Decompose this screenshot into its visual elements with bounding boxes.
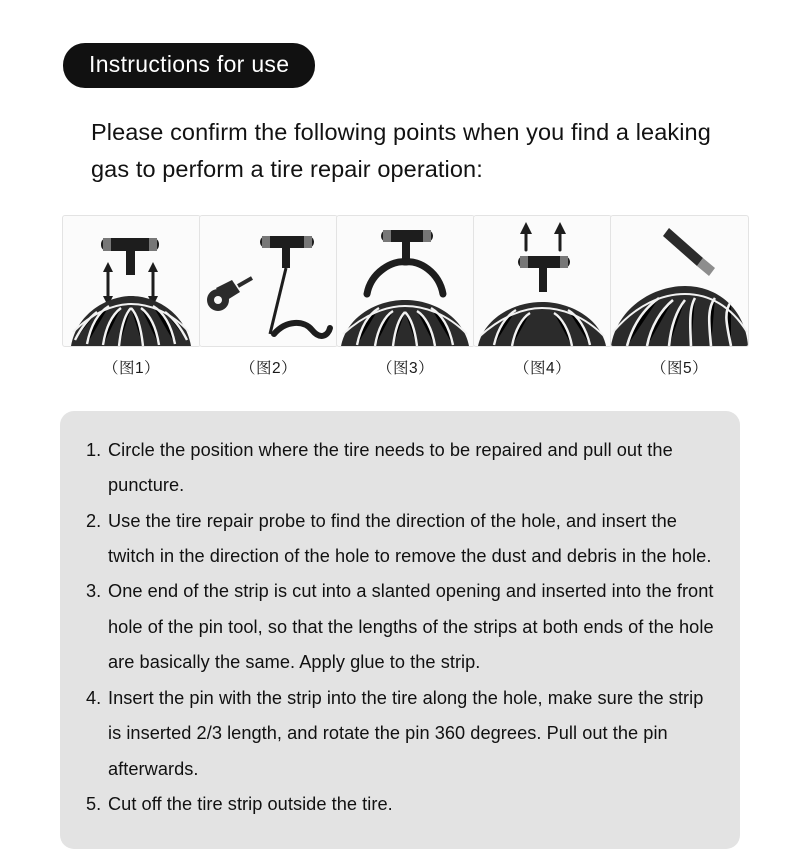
step-number: 4. [86,687,102,708]
figure-3-caption: （图3） [376,359,435,377]
figure-row [63,215,737,378]
step-item [86,681,714,787]
figure-1-caption: （图1） [102,359,161,377]
step-text: Use the tire repair probe to find the direction of the hole, and insert the twitch in the direction of the hole to remove the dust and debris in the hole. [108,510,712,566]
figure-1-image [62,215,201,347]
figure-3 [337,215,474,378]
figure-5-image [610,215,749,347]
figure-5-caption: （图5） [650,359,709,377]
step-number: 5. [86,794,102,815]
figure-5 [611,215,748,378]
figure-1 [63,215,200,378]
step-text: Cut off the tire strip outside the tire. [108,794,393,815]
step-item [86,574,714,680]
step-item [86,787,714,822]
step-number: 3. [86,581,102,602]
step-text: Insert the pin with the strip into the tire along the hole, make sure the strip is inserted 2/3 length, and rotate the pin 360 degrees. Pull out the pin afterwards. [108,687,704,779]
figure-2 [200,215,337,378]
figure-2-image [199,215,338,347]
step-text: One end of the strip is cut into a slanted opening and inserted into the front hole of the pin tool, so that the lengths of the strips at both ends of the hole are basically the same. Apply glue to the strip. [108,581,714,673]
intro-paragraph: Please confirm the following points when you find a leaking gas to perform a tire repair operation: [91,119,711,183]
figure-4 [474,215,611,378]
figure-4-caption: （图4） [513,359,572,377]
step-item [86,433,714,504]
step-text: Circle the position where the tire needs to be repaired and pull out the puncture. [108,439,673,496]
page-title-badge: Instructions for use [63,43,315,88]
steps-panel [60,411,740,849]
step-number: 2. [86,510,102,531]
figure-2-caption: （图2） [239,359,298,377]
figure-3-image [336,215,475,347]
figure-4-image [473,215,612,347]
step-number: 1. [86,439,102,460]
step-item [86,504,714,575]
